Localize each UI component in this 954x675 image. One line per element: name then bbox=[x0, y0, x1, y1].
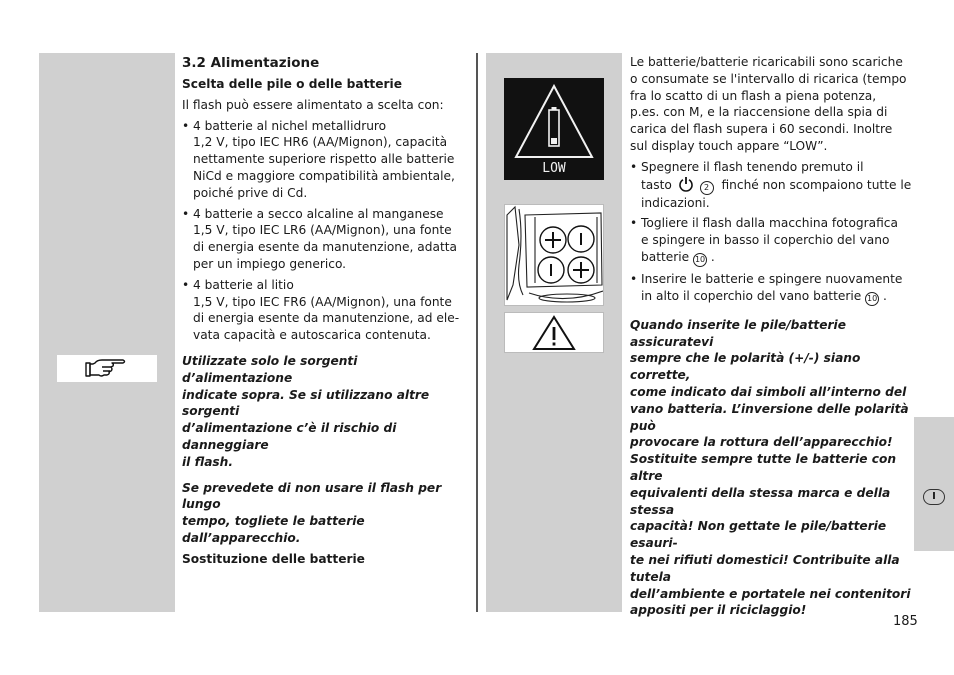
battery-option-line: per un impiego generico. bbox=[193, 256, 347, 271]
warning-line: capacità! Non gettate le pile/batterie esauri- bbox=[630, 519, 887, 551]
step-text: . bbox=[710, 249, 715, 264]
step-text: in alto il coperchio del vano batterie bbox=[641, 288, 862, 303]
warning-line: te nei rifiuti domestici! Contribuite alla tutela bbox=[630, 552, 900, 584]
battery-compartment-figure bbox=[504, 204, 604, 306]
warning-line: sempre che le polarità (+/-) siano corrette, bbox=[630, 351, 861, 383]
step-text: batterie bbox=[641, 249, 690, 264]
step-line: Inserire le batterie e spingere nuovamente bbox=[641, 271, 903, 286]
left-column bbox=[182, 54, 470, 568]
battery-option-line: poiché prive di Cd. bbox=[193, 185, 308, 200]
warning-line: dell’ambiente e portatele nei contenitori bbox=[630, 586, 911, 601]
subsection-title: Scelta delle pile o delle batterie bbox=[182, 77, 402, 91]
section-title: 3.2 Alimentazione bbox=[182, 55, 320, 71]
warning-line: tempo, togliete le batterie dall’apparecchio. bbox=[182, 514, 365, 545]
step-line: Togliere il flash dalla macchina fotografica bbox=[641, 216, 898, 231]
warning-line: d’alimentazione c’è il rischio di danneggiare bbox=[182, 421, 397, 452]
battery-option-head: 4 batterie a secco alcaline al manganese bbox=[193, 206, 444, 221]
intro-text: Il flash può essere alimentato a scelta con: bbox=[182, 97, 444, 112]
warning-line: equivalenti della stessa marca e della stessa bbox=[630, 485, 891, 517]
bullet: • bbox=[182, 118, 190, 133]
warning-line: Quando inserite le pile/batterie assicuratevi bbox=[630, 317, 846, 349]
low-battery-display-figure bbox=[504, 78, 604, 180]
warning-line: il flash. bbox=[182, 454, 233, 469]
step-insert-batteries bbox=[630, 271, 914, 306]
step-line bbox=[641, 176, 914, 195]
storage-warning bbox=[182, 480, 470, 547]
low-battery-explanation bbox=[630, 54, 914, 155]
warning-line: appositi per il riciclaggio! bbox=[630, 603, 807, 618]
battery-option-nimh bbox=[182, 118, 470, 202]
battery-option-line: NiCd e maggiore compatibilità ambientale, bbox=[193, 168, 455, 183]
battery-cover-number-badge: 10 bbox=[865, 292, 879, 306]
warning-line: indicate sopra. Se si utilizzano altre sorgenti bbox=[182, 387, 430, 419]
middle-strip-edge bbox=[476, 53, 478, 153]
warning-figure bbox=[504, 312, 604, 353]
bullet: • bbox=[630, 216, 638, 231]
battery-option-line: nettamente superiore rispetto alle batterie bbox=[193, 152, 455, 167]
battery-option-head: 4 batterie al litio bbox=[193, 277, 294, 292]
step-line: indicazioni. bbox=[641, 195, 710, 210]
polarity-recycling-warning bbox=[630, 317, 914, 619]
right-column bbox=[630, 54, 914, 619]
power-source-warning bbox=[182, 353, 470, 471]
language-badge: I bbox=[923, 489, 945, 505]
battery-option-line: 1,5 V, tipo IEC LR6 (AA/Mignon), una fonte bbox=[193, 223, 452, 238]
battery-option-lithium bbox=[182, 277, 470, 344]
warning-line: Se prevedete di non usare il flash per lungo bbox=[182, 480, 442, 512]
replacement-title: Sostituzione delle batterie bbox=[182, 551, 365, 566]
step-line bbox=[641, 249, 914, 267]
bullet: • bbox=[630, 159, 638, 174]
text-line: carica del flash supera i 60 secondi. Inoltre bbox=[630, 122, 893, 137]
step-remove-flash bbox=[630, 215, 914, 267]
bullet: • bbox=[182, 206, 190, 221]
text-line: sul display touch appare “LOW”. bbox=[630, 138, 828, 153]
bullet: • bbox=[182, 277, 190, 292]
warning-triangle-icon bbox=[505, 313, 603, 352]
power-icon bbox=[678, 176, 694, 192]
warning-line: Utilizzate solo le sorgenti d’alimentazione bbox=[182, 353, 358, 385]
step-line: Spegnere il flash tenendo premuto il bbox=[641, 159, 864, 174]
step-switch-off bbox=[630, 159, 914, 212]
warning-line: Sostituite sempre tutte le batterie con altre bbox=[630, 452, 897, 483]
pointing-hand-icon bbox=[57, 355, 157, 382]
button-number-badge: 2 bbox=[700, 181, 714, 195]
battery-option-line: 1,5 V, tipo IEC FR6 (AA/Mignon), una fonte bbox=[193, 294, 452, 309]
battery-option-line: di energia esente da manutenzione, ad ele- bbox=[193, 311, 460, 326]
page-number: 185 bbox=[893, 614, 918, 629]
step-text: . bbox=[883, 288, 887, 303]
battery-cover-number-badge: 10 bbox=[693, 253, 707, 267]
warning-line: come indicato dai simboli all’interno del bbox=[630, 384, 907, 399]
language-tab-strip bbox=[914, 417, 954, 551]
battery-option-line: vata capacità e autoscarica contenuta. bbox=[193, 328, 431, 343]
bullet: • bbox=[630, 271, 638, 286]
battery-option-alkaline bbox=[182, 206, 470, 273]
text-line: p.es. con M, e la riaccensione della spia di bbox=[630, 105, 888, 120]
text-line: fra lo scatto di un flash a piena potenza, bbox=[630, 88, 877, 103]
battery-compartment-illustration bbox=[505, 205, 604, 306]
step-line: e spingere in basso il coperchio del vano bbox=[641, 233, 890, 248]
warning-line: provocare la rottura dell’apparecchio! bbox=[630, 435, 893, 450]
step-line bbox=[641, 288, 914, 306]
battery-option-head: 4 batterie al nichel metallidruro bbox=[193, 118, 387, 133]
low-indicator-label: LOW bbox=[542, 161, 566, 176]
text-line: o consumate se l'intervallo di ricarica (tempo bbox=[630, 71, 907, 86]
battery-option-line: di energia esente da manutenzione, adatta bbox=[193, 240, 457, 255]
left-margin-strip bbox=[39, 53, 175, 612]
step-text: finché non scompaiono tutte le bbox=[721, 177, 912, 192]
text-line: Le batterie/batterie ricaricabili sono scariche bbox=[630, 55, 903, 69]
warning-line: vano batteria. L’inversione delle polarità può bbox=[630, 401, 909, 433]
tasto-word: tasto bbox=[641, 177, 672, 192]
note-pointer-box bbox=[57, 355, 157, 382]
battery-option-line: 1,2 V, tipo IEC HR6 (AA/Mignon), capacità bbox=[193, 135, 448, 150]
